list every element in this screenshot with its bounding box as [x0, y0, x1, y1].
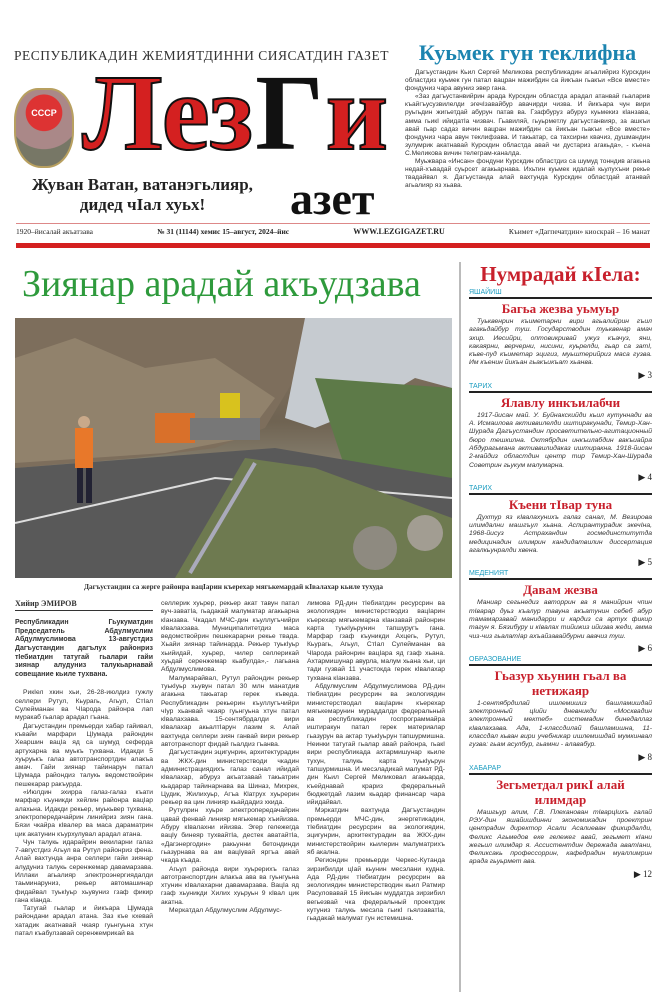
article-paragraph: Татугай гьалар и йикъара Цlумада райондани арадал атана. Заз къе кхевай хатадик акатнавай чкаяр гуьнгуьна хтун патал къабулзавай серенжемрикай ва: [15, 905, 153, 938]
masthead-tagline: РЕСПУБЛИКАДИН ЖЕМИЯТДИННИ СИЯСАТДИН ГАЗЕТ: [14, 48, 389, 63]
issue-info: № 31 (11144) хемис 15–август, 2024–йис: [157, 227, 290, 236]
article-paragraph: Дагъустандин эцигунрин, архитектурадин ва ЖКХ-дин министерстводи чкадин администрациядихъ галаз санал ийидай кIвалахар, абуруз акъатзавай такьатрин кьадарар тайинарнава ва Шиназ, Михрек, Цудик, Жилихуьр, Агъа Кlатрух хуьрерин рекьер ва цин линияр кьайдадиз хкида.: [161, 749, 299, 807]
article-paragraph: «Июлдин эхирра галаз-галаз къати марфар къуникди хейлин районра вацIар алахьна. Идакди рекьер, муькьвер тухвана, электропередачайрин линийриз зиян гана. Бязи чкайра кIвалер ва маса дараматрин цик акатунин къурхулувал арадал атана.: [15, 789, 153, 838]
landslide-photo: [15, 318, 452, 578]
article-paragraph: Чун талукь идарайрин векиларни галаз 7-августдиз Агьул ва Рутул районриз фена. Алай вахтунда анра селлери гайи зиянар алудуниз талукь серенжемар давамарзава. Иллаки агьалияр электроэнергиядалди таьминаруниз, рекьер автомашинар фидайвал туькIуьр хьувуниз гзаф фикир гана кIанда.: [15, 838, 153, 904]
sidebar-item-text: Маниар сегьнедиз авторрин ва я манийрин чпин тIварар дуьз къалур тавуна акъатунин себеб абур тамамарзавай манидарри и кардиз са артух фикир тагун я. Бязибуру и кIвалах тийижиз ийизва жеди, амма чиз-чиз гьалатIар ахъайзавайбурни авачиз туш.: [469, 599, 652, 640]
article-column-3: [307, 600, 445, 924]
rubric-label: ТАРИХ: [469, 383, 652, 393]
sidebar-item-title[interactable]: Къени тIвар туна: [508, 496, 613, 512]
page-number: 3: [647, 369, 652, 380]
sidebar-item-text: Туьквенрин къиметарни вири агьалийрин гъил агакьдайбур туш. Государстводин туьквенар амач эхир. Иесийри, оптовикривай ужуз къачуз, яни, какаярни, верчерни, нисини, куьрелди, гьар са затI, къве-пуд къиметар эцигиз, муьштерийриз маса гузва. Им къенин йикъан гьакъикъат хьанва.: [469, 318, 652, 367]
sidebar-item[interactable]: [469, 289, 652, 381]
arrow-icon: ▶︎: [638, 369, 648, 380]
sidebar-title: Нумрадай кIела:: [480, 262, 641, 286]
main-headline: Зиянар арадай акъудзава: [22, 263, 421, 305]
emblem-text: СССР: [31, 108, 57, 118]
article-paragraph: РикIел хкин хьи, 26-28-июлдиз гужлу селлери Рутул, Кьурагь, Агьул, СтIал Сулейманан ва ЧIарода районра лап муракаб гьалар арадал гъана.: [15, 689, 153, 722]
rubric-label: МЕДЕНИЯТ: [469, 570, 652, 580]
page-reference[interactable]: [469, 643, 652, 654]
page-number: 5: [647, 557, 652, 568]
logo-part-4: азет: [290, 173, 375, 224]
article-paragraph: Агьул районда вири хуьрерихъ галаз автотранспортдин алакъа ава ва гуьнгуьна хтунин кIвалахарни давамарзава. ВацIа яд гзаф хьуникди Хилих хуьруьн 9 кIвал цик акатна.: [161, 865, 299, 906]
page-reference[interactable]: [469, 869, 652, 880]
page-reference[interactable]: [469, 752, 652, 763]
page-number: 6: [647, 642, 652, 653]
sidebar-item[interactable]: [469, 765, 652, 880]
logo: [82, 54, 389, 173]
dateline: [16, 223, 650, 239]
arrow-icon: ▶︎: [638, 642, 648, 653]
logo-part-1: Лез: [82, 54, 254, 173]
logo-part-3: и: [325, 54, 389, 173]
sidebar-item[interactable]: [469, 570, 652, 653]
sidebar-item-text: Машгьур алим, Г.В. Плеханован тIварцIихъ галай РЭУ-дин яшайишдинни экономикадин проектрин центрадин директор Асали Асалиеван фикирдалди, Феликс Агьмедов еке гележег авай, зегьмет кIани жегьил илимдар я. Ассистентдин дережада аватIани, Феликсакь профессоррин, кафедрадин муаллимрин арада гьуьрмет ава.: [469, 808, 652, 866]
top-story-title: Куьмек гун теклифна: [418, 40, 637, 65]
article-paragraph: Меркатдал Абдулмуслим Абдулмус-: [169, 906, 282, 914]
sidebar-item[interactable]: [469, 485, 652, 568]
top-story-paragraph: Дагъустандин Кьил Сергей Меликова республикадин агьалийриз Курскдин областдиз куьмек гун патал вацран мажибдин са йикъан гьакъи «Все вместе» фондуниз чара авуниз эвер гана.: [405, 69, 650, 93]
article-paragraph: лимова РД-дин тIебиатдин ресурсрин ва экологиядин министерстводиз вацIарин къерехар мягькемарна кIанзавай районрин карта туькIуьрунин тапшуругъ гана. Марфар гзаф къуникди Ахцегь, Рутул, Кьурагь, Агьул, СтIал Сулейманан ва Чlарода районрин вацIара яд гзаф хьана. Ахтармишунар авурла, малум хьана хьи, ци тади гузвай 11 участокда герек кIвалахар тухвана кIанзава.: [307, 600, 445, 682]
order-emblem-icon: [14, 88, 74, 168]
article-paragraph: Рутулрин хуьре электропередачайрин цавай фенвай линияр мягькемар хъийизва. Абуру кIвалахни ийизва. Эгер гележегда вацIу бинеяр тухвайтIа, дестек аватайтIа, «Дагэнергодин» ракьунни бетондинди гьазурнава ва ам вацIувай яргъа авай чкада къада.: [161, 807, 299, 865]
page-reference[interactable]: [469, 370, 652, 381]
page-number: 8: [647, 751, 652, 762]
founded-text: 1920–йисалай акъатзава: [16, 227, 93, 236]
rubric-label: ОБРАЗОВАНИЕ: [469, 656, 652, 666]
sidebar-item-text: 1917-йисан май. У. Буйнакскийди кьил кутуннади ва А. Исмаилова активвилелди иштиракунади, Темир-Хан-Шурада Дагъустандин просветительно-агитационный бюро тешкилна. Октябрдин инкъилабдин вакъиайра Абдурагьмана активвилидаказ иштиракна. 1918-йисан 2-майдиз областдин центр тир Темир-Хан-Шурада Советрин гьукум малумарна.: [469, 411, 652, 469]
article-paragraph: Дагъустандин премьерди хабар гайивал, къвайи марфари ЦIумада райондин Хеаршин вацIа яд са шумуд сеферда артухарна ва муькъ тухвана. Идакди 5 хуьруькъ галаз автотранспортдин алакъа амач. Гайи зиянар тайинарун патал Цlумада райондиз талукь ведомствойрин пешекарар ракъурда.: [15, 722, 153, 788]
masthead-motto: Жуван Ватан, ватанэгьлияр, дидед чIал хуьх!: [32, 175, 253, 214]
sidebar-item-text: Духтур яз кIвалахунихъ галаз санал, М. Везирова илимдални машгъул хьана. Аспирантурадик экечIна, 1968-йисуз Астрахандин госмединститутда медицинадин илимрин кандидатвилин диссертация агалкьунралди хвена.: [469, 513, 652, 555]
sidebar-item-title[interactable]: Гьазур хьунин гьал ва нетижаяр: [494, 667, 627, 698]
article-paragraph: Мэркатдин вахтунда Дагъустандин премьерди МЧС-дин, энергетикадин, тIебиатдин ресурсрин ва экологиядин, эцигунрин, архитектурадин ва ЖКХ-дин министерствойрин кьилерин малуматрихъ яб акална.: [307, 807, 445, 856]
rubric-label: ХАБАРАР: [469, 765, 652, 775]
divider: [16, 243, 650, 248]
top-story: [405, 40, 650, 190]
page-reference[interactable]: [469, 557, 652, 568]
top-story-paragraph: «Заз дагъустанвийрин арада Курскдин областда арадал атанвай гьаларив къайгъусузвилелди эгечIзавайбур авачирди чизва. И йикъара чун вири руьгьдин жигьетдай абурун патав ва. Гзафбуруз абуруз куьмекиз кIанзава, амма гьикI ийидатIа чизвач. Гьавиляй, гьуьрметлу дагъустанвияр, за ашкъи авай гьар садаз вичин вацран мажибдин са йикъан гьакъи «Все вместе» фондуниз чара авун теклифзава. И такьатар, са тахсирни квачиз, душмандин зулумрик акатнавай Курскдин областда авай чи дустариз агакьда», - къена С.Меликова вичин телеграм-каналда.: [405, 93, 650, 157]
sidebar-item-text: 1-сентябрдилай ишлемишиз башламишдай электронный цIийи дневникди «Москвадин электронный мектеб» системадин бинедаллаз кIвалахзава. Ада, 1-классдилай башламишна, 11-классдал кьван вири учебникар ишлемишдай мумкинвал гузва: гьам асулбур, гьамни - алавабур.: [469, 699, 652, 749]
sidebar-item-title[interactable]: Багьа жезва уьмуьр: [501, 301, 620, 316]
arrow-icon: ▶︎: [633, 868, 643, 879]
in-this-issue-sidebar: [459, 262, 652, 992]
article-column-1: [15, 600, 153, 938]
article-paragraph: Абдулмуслим Абдулмуслимова РД-дин тIебиатдин ресурсрин ва экологиядин министерстводал вацIарин къерехар мягькемарунин мураддалди федеральный ва республикадин госпрограммайра иштиракун патал герек материалар гьазурун ва актар туькIуьрун тапшурмишна. Неинки татугай гьалар авай районра, гьакI вири республикада ахтармишунар кьиле тухун, талукь карта туькIуьрун тапшурмишна. И месэладикай малумат РД-дин Кьил Сергей Меликовал агакьарда, къейднавай крариз федеральный бюджетдай лазим кьадар финансар чара ийидайвал.: [307, 682, 445, 807]
sidebar-item-title[interactable]: Зегьметдал рикI алай илимдар: [496, 776, 625, 807]
article-lead: Республикадин Гьукуматдин Председатель Абдулмуслим Абдулмуслимова 13-августдиз Дагъустандин дагълух районриз тIебиатдин татугай гьалари гайи зиянар алудуниз талукьарнавай совещание кьиле тухвана.: [15, 619, 153, 678]
article-paragraph: селлерик хуьрер, рекьер акат тавун патал вуч-заватIа, гьадакай малуматар агакьарна кIанзава. Чкадал МЧС-дин къуллугъчийри кIвалахзава. Муниципалитетдиз маса ведомствойрин пешекарарни рекье твада. Хьайи зиянар тайинарда. Рекьер туькIуьр хьийидай, хуьрер, чилер селлерикай хуьдай серенжемар кьабулда»,- лагьана Абдулмуслимова.: [161, 600, 299, 674]
sidebar-item[interactable]: [469, 383, 652, 483]
logo-part-2: Г: [255, 54, 324, 173]
rubric-label: ЯШАЙИШ: [469, 289, 652, 299]
price-text: Къимет «Дагпечатдин» киоскрай – 16 манат: [508, 227, 650, 236]
page-reference[interactable]: [469, 472, 652, 483]
sidebar-item-title[interactable]: Давам жезва: [523, 582, 598, 598]
arrow-icon: ▶︎: [638, 751, 648, 762]
sidebar-item-title[interactable]: Ялавлу инкъилабчи: [500, 394, 621, 410]
article-paragraph: Малумарайвал, Рутул райондин рекьер туькIуьр хьувун патал 30 млн манатдив агакьна такьатар герек къведа. Республикадин рекьерин къуллугъчийри чIур хьанвай чкаяр гуьнгуьна хтун патал кIвалахзава. 15-сентябрдалди вири кIвалахар акьалтIарун лазим я. Алай вахтунда селлери зиян ганвай вири рекьер автотранспорт фидай гьалдиз гъанва.: [161, 674, 299, 749]
website-link[interactable]: WWW.LEZGIGAZET.RU: [353, 227, 445, 236]
top-story-paragraph: Муьжвара «Инсан» фондуни Курскдин областдиз са шумуд тонндив агакьна недай-хъвадай суьрсет агакьарнава. Ихьтин куьмек идалай кьулухъни рекье твадайвал я. Дагъустанда алай вахтунда Курскдин областдай атанвай агьалияр яз хьава.: [405, 158, 650, 190]
rubric-label: ТАРИХ: [469, 485, 652, 495]
article-column-2: [161, 600, 299, 915]
arrow-icon: ▶︎: [638, 471, 648, 482]
article-paragraph: Региондин премьерди Черкес-Кутанда зирзибилди цIай кьунин месэлани кудна. Ада РД-дин тIебиатдин ресурсрин ва экологиядин министерстводин кьил Ратмир Расуловавай 15 йикъан муддатда зирзибил вегьезвай чка федеральный проектдик кутуниз талукь месэла гьикI гьялзаватIа, гьадакай малумат гун истемишна.: [307, 857, 445, 923]
photo-caption: Дагъустандин са жерге районра вацIарин къерехар мягькемардай кIвалахар кьиле тухуда: [84, 582, 383, 591]
sidebar-item[interactable]: [469, 656, 652, 763]
arrow-icon: ▶︎: [638, 557, 648, 568]
page-number: 4: [647, 471, 652, 482]
author-byline: Хийир ЭМИРОВ: [15, 600, 153, 611]
page-number: 12: [643, 868, 652, 879]
